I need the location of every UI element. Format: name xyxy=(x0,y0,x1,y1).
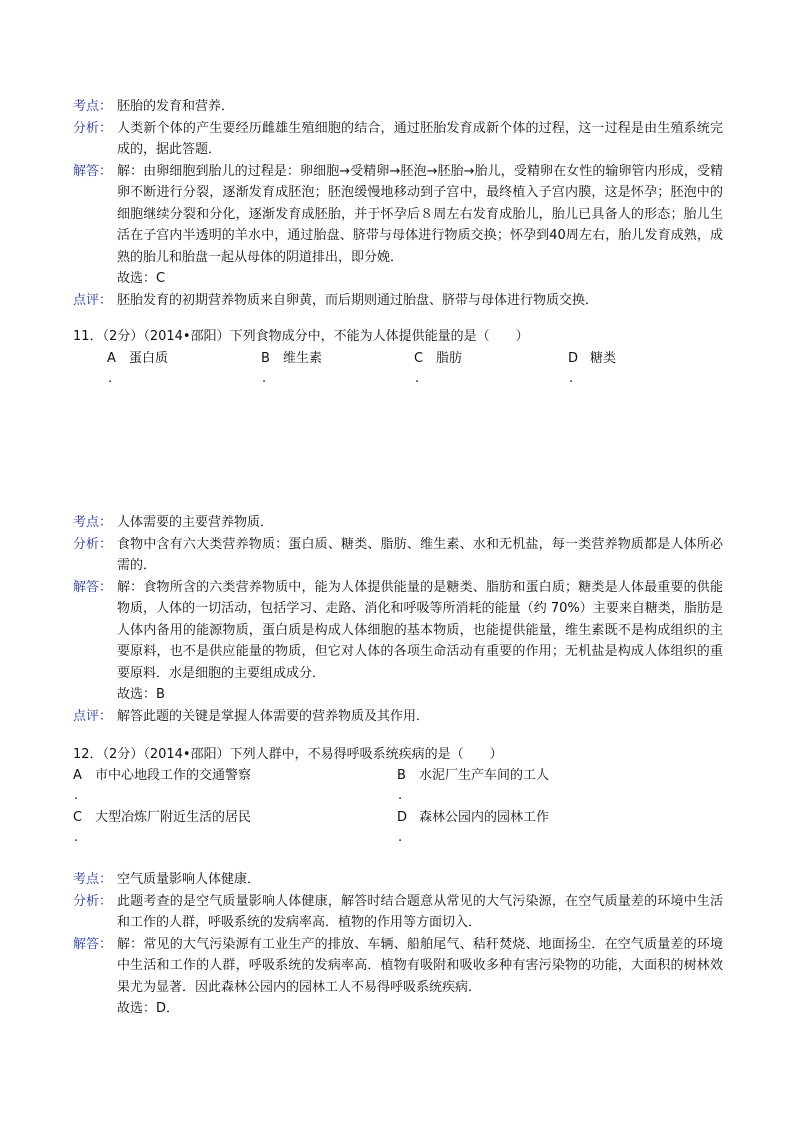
q12-option-b[interactable] xyxy=(397,765,549,786)
jieda-row xyxy=(73,934,723,1020)
fenxi-row xyxy=(73,534,723,577)
dianping-label: 点评： xyxy=(73,292,113,308)
kaodian-label: 考点： xyxy=(73,515,113,530)
option-text: 蛋白质 xyxy=(129,351,169,366)
option-key: C xyxy=(414,351,424,366)
q11-analysis xyxy=(73,512,723,727)
option-key: B xyxy=(397,768,406,783)
kaodian-row xyxy=(73,869,723,891)
kaodian-row xyxy=(73,96,723,118)
kaodian-label: 考点： xyxy=(73,872,113,887)
dianping-row xyxy=(73,706,723,728)
fenxi-text: 此题考查的是空气质量影响人体健康，解答时结合题意从常见的大气污染源，在空气质量差的环境中生活和工作的人群，呼吸系统的发病率高．植物的作用等方面切入． xyxy=(117,893,723,930)
q11-option-d[interactable] xyxy=(568,348,616,369)
kaodian-row xyxy=(73,512,723,534)
kaodian-label: 考点： xyxy=(73,99,113,114)
option-key: D xyxy=(397,810,408,825)
q11-option-a[interactable] xyxy=(107,348,168,369)
option-key: D xyxy=(568,351,579,366)
jieda-row xyxy=(73,161,723,290)
option-text: 糖类 xyxy=(590,351,617,366)
q11-stem: 11．（2分）（2014•邵阳）下列食物成分中，不能为人体提供能量的是（ ） xyxy=(73,329,529,344)
fenxi-label: 分析： xyxy=(73,120,113,136)
option-dot: . xyxy=(398,830,403,845)
option-text: 水泥厂生产车间的工人 xyxy=(419,768,550,783)
dianping-text: 解答此题的关键是掌握人体需要的营养物质及其作用． xyxy=(117,708,430,724)
fenxi-text: 人类新个体的产生要经历雌雄生殖细胞的结合，通过胚胎发育成新个体的过程，这一过程是由生殖系统完成的，据此答题． xyxy=(117,120,723,157)
option-text: 维生素 xyxy=(283,351,323,366)
jieda-row xyxy=(73,577,723,706)
kaodian-text: 胚胎的发育和营养． xyxy=(117,99,235,114)
option-text: 市中心地段工作的交通警察 xyxy=(95,768,252,783)
option-key: B xyxy=(261,351,270,366)
option-dot: . xyxy=(398,788,403,803)
option-dot: . xyxy=(108,371,113,386)
option-dot: . xyxy=(569,371,574,386)
q11-option-c[interactable] xyxy=(414,348,462,369)
option-text: 森林公园内的园林工作 xyxy=(419,810,550,825)
fenxi-text: 食物中含有六大类营养物质：蛋白质、糖类、脂肪、维生素、水和无机盐，每一类营养物质都是人体所必需的． xyxy=(117,536,723,573)
q12-option-c[interactable] xyxy=(73,807,251,828)
option-dot: . xyxy=(74,830,79,845)
answer-text: 故选：B xyxy=(117,687,165,702)
fenxi-row xyxy=(73,891,723,934)
dianping-label: 点评： xyxy=(73,708,113,724)
option-key: A xyxy=(107,351,116,366)
option-text: 脂肪 xyxy=(436,351,463,366)
dianping-text: 胚胎发育的初期营养物质来自卵黄，而后期则通过胎盘、脐带与母体进行物质交换． xyxy=(117,292,599,308)
option-dot: . xyxy=(74,788,79,803)
option-key: C xyxy=(73,810,83,825)
q12-option-a[interactable] xyxy=(73,765,251,786)
q11-option-b[interactable] xyxy=(261,348,322,369)
q12-analysis xyxy=(73,869,723,1020)
option-key: A xyxy=(73,768,82,783)
q12-option-d[interactable] xyxy=(397,807,549,828)
kaodian-text: 人体需要的主要营养物质． xyxy=(117,515,274,530)
fenxi-row xyxy=(73,118,723,161)
kaodian-text: 空气质量影响人体健康． xyxy=(117,872,261,887)
option-dot: . xyxy=(415,371,420,386)
dianping-row xyxy=(73,290,723,312)
jieda-text: 解：由卵细胞到胎儿的过程是：卵细胞→受精卵→胚泡→胚胎→胎儿，受精卵在女性的输卵管内形成，受精卵不断进行分裂，逐渐发育成胚泡；胚泡缓慢地移动到子宫中，最终植入子宫内膜，这是怀孕；胚泡中的细胞继续分裂和分化，逐渐发育成胚胎，并于怀孕后８周左右发育成胎儿，胎儿已具备人的形态；胎儿生活在子宫内半透明的羊水中，通过胎盘、脐带与母体进行物质交换；怀孕到40周左右，胎儿发育成熟，成熟的胎儿和胎盘一起从母体的阴道排出，即分娩． xyxy=(117,163,723,265)
q10-analysis xyxy=(73,96,723,311)
fenxi-label: 分析： xyxy=(73,536,113,552)
jieda-text: 解：常见的大气污染源有工业生产的排放、车辆、船舶尾气、秸秆焚烧、地面扬尘．在空气质量差的环境中生活和工作的人群，呼吸系统的发病率高．植物有吸附和吸收多种有害污染物的功能，大面积的树林效果尤为显著．因此森林公园内的园林工人不易得呼吸系统疾病． xyxy=(117,936,723,995)
jieda-label: 解答： xyxy=(73,936,113,952)
q12-stem: 12．（2分）（2014•邵阳）下列人群中，不易得呼吸系统疾病的是（ ） xyxy=(73,747,503,762)
answer-text: 故选：C xyxy=(117,271,166,286)
option-text: 大型冶炼厂附近生活的居民 xyxy=(95,810,252,825)
answer-text: 故选：D． xyxy=(117,1001,180,1016)
fenxi-label: 分析： xyxy=(73,893,113,909)
jieda-label: 解答： xyxy=(73,579,113,595)
jieda-text: 解：食物所含的六类营养物质中，能为人体提供能量的是糖类、脂肪和蛋白质；糖类是人体最重要的供能物质，人体的一切活动，包括学习、走路、消化和呼吸等所消耗的能量（约 70%）主要来自糖类，脂肪是人体内备用的能源物质，蛋白质是构成人体细胞的基本物质，也能提供能量，维生素既不是构成组织的主要原料，也不是供应能量的物质，但它对人体的各项生命活动有重要的作用；无机盐是构成人体组织的重要原料．水是细胞的主要组成成分． xyxy=(117,579,723,681)
jieda-label: 解答： xyxy=(73,163,113,179)
option-dot: . xyxy=(262,371,267,386)
